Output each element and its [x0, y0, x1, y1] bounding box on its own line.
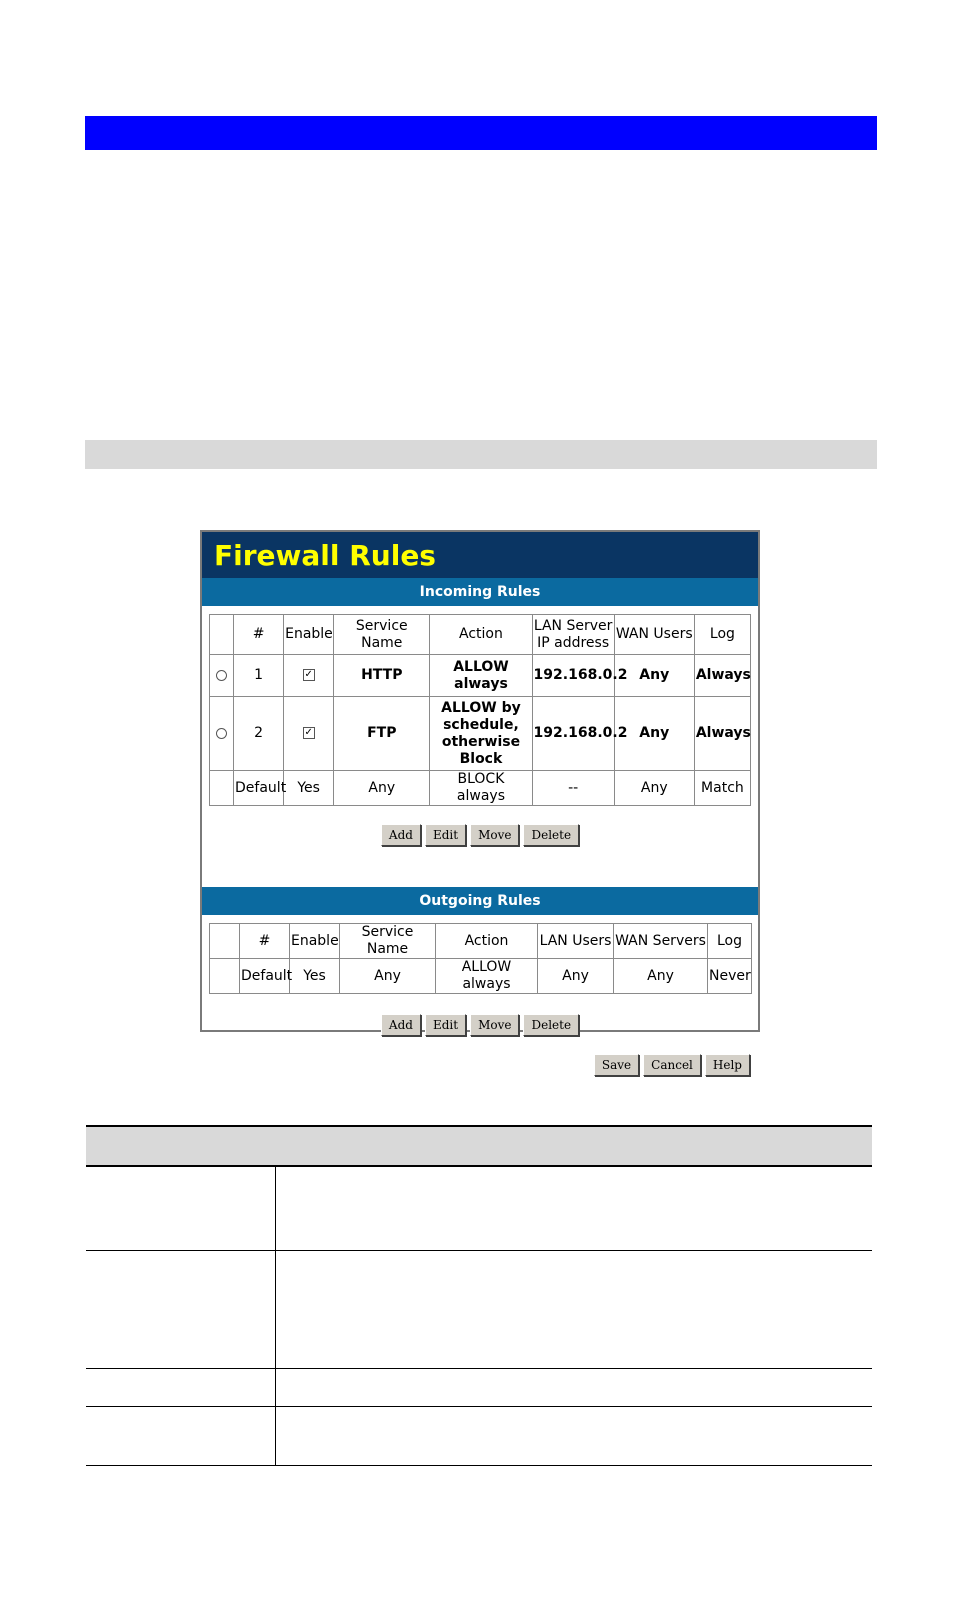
- col-service-name: Service Name: [334, 615, 430, 655]
- save-button[interactable]: Save: [594, 1054, 639, 1076]
- outgoing-rules-table: [209, 923, 752, 994]
- rule-service: FTP: [334, 697, 430, 771]
- footer-button-row: [202, 1054, 758, 1076]
- rule-lan-server: --: [532, 771, 614, 806]
- col-lan-users: LAN Users: [538, 924, 614, 959]
- rule-lan-server: 192.168.0.2: [532, 655, 614, 697]
- table-row: [210, 655, 751, 697]
- rule-lan-server: 192.168.0.2: [532, 697, 614, 771]
- outgoing-edit-button[interactable]: Edit: [425, 1014, 466, 1036]
- description-table: [86, 1125, 872, 1466]
- row-select[interactable]: [210, 655, 234, 697]
- col-service-name: Service Name: [340, 924, 436, 959]
- col-action: Action: [430, 615, 532, 655]
- figure-caption-bar: [85, 440, 877, 469]
- panel-title: Firewall Rules: [202, 532, 758, 578]
- col-log: Log: [708, 924, 752, 959]
- row-select-empty: [210, 959, 240, 994]
- rule-enable[interactable]: [284, 655, 334, 697]
- table-row: [86, 1368, 872, 1406]
- outgoing-move-button[interactable]: Move: [470, 1014, 519, 1036]
- col-enable: Enable: [284, 615, 334, 655]
- rule-service: HTTP: [334, 655, 430, 697]
- outgoing-header-row: [210, 924, 752, 959]
- rule-service: Any: [340, 959, 436, 994]
- rule-log: Never: [708, 959, 752, 994]
- rule-wan-servers: Any: [614, 959, 708, 994]
- row-select-empty: [210, 771, 234, 806]
- rule-enable: Yes: [290, 959, 340, 994]
- col-wan-servers: WAN Servers: [614, 924, 708, 959]
- rule-action: BLOCK always: [430, 771, 532, 806]
- firewall-rules-panel: [200, 530, 760, 1072]
- rule-enable: Yes: [284, 771, 334, 806]
- table-row: [210, 697, 751, 771]
- rule-wan-users: Any: [614, 655, 694, 697]
- radio-button-icon[interactable]: [216, 728, 227, 739]
- row-select[interactable]: [210, 697, 234, 771]
- incoming-delete-button[interactable]: Delete: [523, 824, 579, 846]
- help-button[interactable]: Help: [705, 1054, 750, 1076]
- rule-number: Default: [240, 959, 290, 994]
- radio-button-icon[interactable]: [216, 670, 227, 681]
- incoming-edit-button[interactable]: Edit: [425, 824, 466, 846]
- checkbox-checked-icon[interactable]: ✓: [304, 727, 313, 738]
- outgoing-button-row: [202, 1014, 758, 1036]
- rule-action: ALLOW always: [430, 655, 532, 697]
- col-action: Action: [436, 924, 538, 959]
- checkbox-checked-icon[interactable]: ✓: [304, 669, 313, 680]
- outgoing-rules-heading: Outgoing Rules: [202, 887, 758, 915]
- col-enable: Enable: [290, 924, 340, 959]
- col-lan-server-ip: LAN Server IP address: [532, 615, 614, 655]
- rule-log: Always: [694, 697, 750, 771]
- incoming-rules-heading: Incoming Rules: [202, 578, 758, 606]
- section-header-bar: [85, 116, 877, 150]
- rule-action: ALLOW by schedule, otherwise Block: [430, 697, 532, 771]
- rule-number: 1: [234, 655, 284, 697]
- rule-wan-users: Any: [614, 697, 694, 771]
- rule-enable[interactable]: [284, 697, 334, 771]
- incoming-add-button[interactable]: Add: [381, 824, 421, 846]
- table-row: [86, 1406, 872, 1465]
- col-select: [210, 615, 234, 655]
- incoming-move-button[interactable]: Move: [470, 824, 519, 846]
- rule-wan-users: Any: [614, 771, 694, 806]
- rule-number: 2: [234, 697, 284, 771]
- col-select: [210, 924, 240, 959]
- col-log: Log: [694, 615, 750, 655]
- table-row: [86, 1250, 872, 1368]
- default-rule-row: [210, 959, 752, 994]
- rule-number: Default: [234, 771, 284, 806]
- outgoing-delete-button[interactable]: Delete: [523, 1014, 579, 1036]
- outgoing-add-button[interactable]: Add: [381, 1014, 421, 1036]
- incoming-button-row: [202, 824, 758, 846]
- rule-action: ALLOW always: [436, 959, 538, 994]
- rule-log: Match: [694, 771, 750, 806]
- rule-log: Always: [694, 655, 750, 697]
- description-table-header: [86, 1126, 872, 1166]
- table-row: [86, 1166, 872, 1250]
- rule-lan-users: Any: [538, 959, 614, 994]
- incoming-rules-table: [209, 614, 751, 806]
- rule-service: Any: [334, 771, 430, 806]
- col-number: #: [240, 924, 290, 959]
- default-rule-row: [210, 771, 751, 806]
- incoming-header-row: [210, 615, 751, 655]
- cancel-button[interactable]: Cancel: [643, 1054, 701, 1076]
- col-number: #: [234, 615, 284, 655]
- col-wan-users: WAN Users: [614, 615, 694, 655]
